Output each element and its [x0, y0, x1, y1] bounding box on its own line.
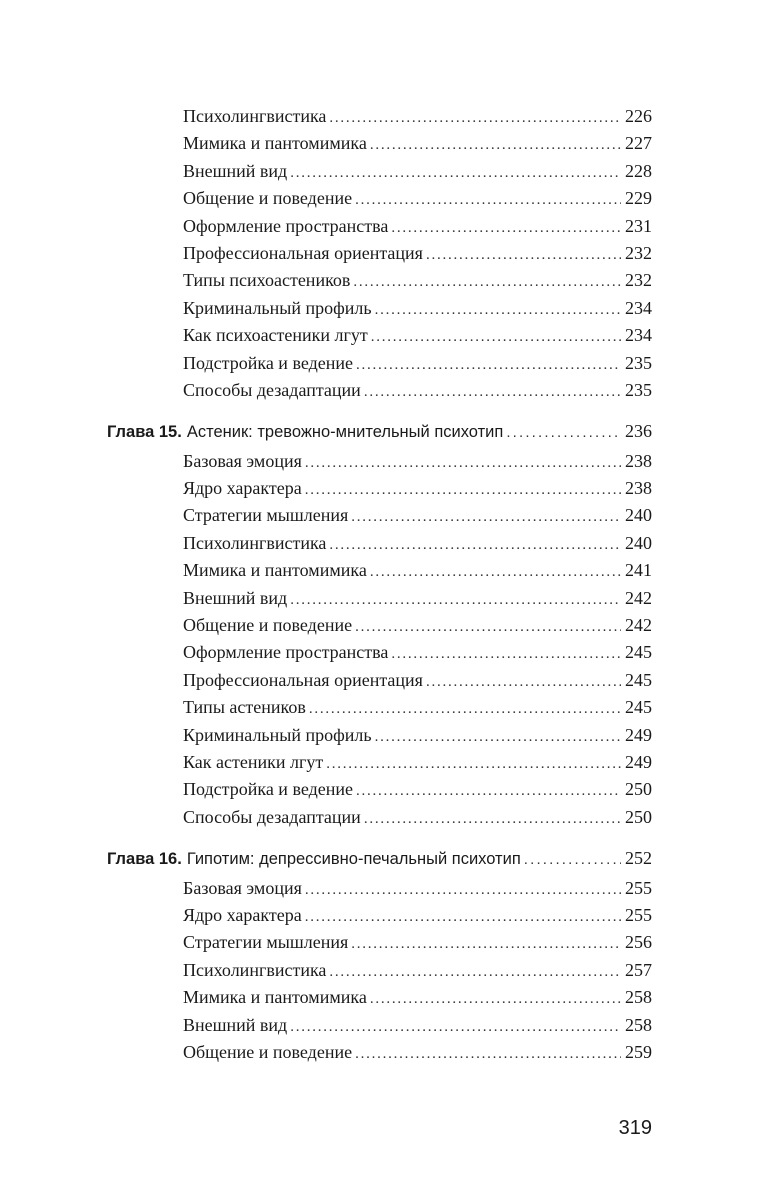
toc-entry — [107, 377, 652, 404]
toc-entry — [107, 804, 652, 831]
entry-page: 259 — [625, 1041, 652, 1062]
entry-title: Криминальный профиль — [183, 297, 372, 318]
entry-title: Психолингвистика — [183, 532, 327, 553]
leader-dots — [305, 904, 621, 931]
toc-entry — [107, 612, 652, 639]
leader-dots — [309, 696, 621, 723]
toc-entry — [107, 158, 652, 185]
entry-page: 235 — [625, 379, 652, 400]
toc-entry — [107, 875, 652, 902]
entry-title: Типы психоастеников — [183, 270, 351, 291]
toc-entry — [107, 295, 652, 322]
leader-dots — [426, 669, 621, 696]
entry-title: Типы астеников — [183, 697, 306, 718]
leader-dots — [329, 959, 621, 986]
toc-entry — [107, 776, 652, 803]
toc-entry — [107, 475, 652, 502]
entry-page: 238 — [625, 450, 652, 471]
entry-title: Внешний вид — [183, 160, 288, 181]
leader-dots — [355, 1041, 621, 1068]
entry-title: Подстройка и ведение — [183, 779, 353, 800]
leader-dots — [351, 931, 621, 958]
toc-section-c — [107, 875, 652, 1067]
toc-entry — [107, 639, 652, 666]
toc-entry — [107, 240, 652, 267]
leader-dots — [370, 132, 621, 159]
leader-dots — [305, 877, 621, 904]
toc-entry — [107, 1039, 652, 1066]
entry-title: Общение и поведение — [183, 188, 353, 209]
toc-entry — [107, 267, 652, 294]
leader-dots — [375, 297, 621, 324]
entry-title: Общение и поведение — [183, 615, 353, 636]
entry-title: Подстройка и ведение — [183, 352, 353, 373]
entry-page: 249 — [625, 724, 652, 745]
entry-title: Ядро характера — [183, 478, 302, 499]
entry-page: 238 — [625, 478, 652, 499]
chapter-title: Гипотим: депрессивно-печальный психотип — [186, 850, 521, 869]
entry-title: Внешний вид — [183, 587, 288, 608]
entry-page: 231 — [625, 215, 652, 236]
entry-page: 258 — [625, 1014, 652, 1035]
entry-page: 242 — [625, 587, 652, 608]
leader-dots — [364, 806, 621, 833]
toc-entry — [107, 103, 652, 130]
table-of-contents — [107, 103, 652, 1066]
leader-dots — [329, 105, 621, 132]
chapter-title: Астеник: тревожно-мнительный психотип — [186, 423, 504, 442]
toc-entry — [107, 502, 652, 529]
entry-title: Внешний вид — [183, 1014, 288, 1035]
entry-page: 258 — [625, 987, 652, 1008]
chapter-label: Глава 16. — [107, 850, 182, 869]
entry-title: Стратегии мышления — [183, 505, 349, 526]
leader-dots — [305, 477, 621, 504]
entry-page: 226 — [625, 106, 652, 126]
toc-entry — [107, 722, 652, 749]
leader-dots — [426, 242, 621, 269]
entry-title: Оформление пространства — [183, 215, 389, 236]
leader-dots — [524, 846, 621, 873]
toc-section-a — [107, 103, 652, 404]
toc-entry — [107, 557, 652, 584]
chapter-page: 236 — [625, 421, 652, 442]
toc-entry — [107, 530, 652, 557]
toc-entry — [107, 350, 652, 377]
leader-dots — [356, 778, 621, 805]
toc-entry — [107, 749, 652, 776]
toc-entry — [107, 694, 652, 721]
entry-title: Мимика и пантомимика — [183, 560, 367, 581]
entry-page: 227 — [625, 133, 652, 154]
leader-dots — [329, 532, 621, 559]
entry-title: Как психоастеники лгут — [183, 325, 368, 346]
entry-page: 229 — [625, 188, 652, 209]
chapter-page: 252 — [625, 848, 652, 869]
toc-entry — [107, 322, 652, 349]
entry-title: Как астеники лгут — [183, 751, 324, 772]
entry-page: 235 — [625, 352, 652, 373]
entry-title: Профессиональная ориентация — [183, 669, 423, 690]
toc-entry — [107, 185, 652, 212]
leader-dots — [391, 641, 621, 668]
entry-title: Способы дезадаптации — [183, 806, 361, 827]
entry-title: Мимика и пантомимика — [183, 987, 367, 1008]
entry-title: Профессиональная ориентация — [183, 242, 423, 263]
leader-dots — [290, 587, 621, 614]
leader-dots — [355, 187, 621, 214]
leader-dots — [391, 215, 621, 242]
leader-dots — [356, 352, 621, 379]
leader-dots — [353, 269, 621, 296]
entry-title: Способы дезадаптации — [183, 379, 361, 400]
leader-dots — [370, 986, 621, 1013]
entry-page: 241 — [625, 560, 652, 581]
toc-entry — [107, 667, 652, 694]
entry-page: 240 — [625, 505, 652, 526]
entry-title: Общение и поведение — [183, 1041, 353, 1062]
entry-title: Ядро характера — [183, 904, 302, 925]
entry-page: 255 — [625, 877, 652, 898]
toc-entry — [107, 213, 652, 240]
entry-page: 245 — [625, 697, 652, 718]
entry-page: 234 — [625, 325, 652, 346]
entry-page: 245 — [625, 669, 652, 690]
leader-dots — [290, 1014, 621, 1041]
leader-dots — [305, 450, 621, 477]
chapter-label: Глава 15. — [107, 423, 182, 442]
toc-entry — [107, 984, 652, 1011]
page-number: 319 — [618, 1117, 652, 1139]
leader-dots — [506, 419, 621, 446]
leader-dots — [364, 379, 621, 406]
entry-page: 228 — [625, 160, 652, 181]
toc-entry — [107, 929, 652, 956]
entry-title: Мимика и пантомимика — [183, 133, 367, 154]
chapter-heading-15 — [107, 418, 652, 445]
entry-title: Психолингвистика — [183, 959, 327, 980]
leader-dots — [326, 751, 621, 778]
chapter-heading-16 — [107, 845, 652, 872]
entry-page: 256 — [625, 932, 652, 953]
entry-title: Криминальный профиль — [183, 724, 372, 745]
entry-title: Базовая эмоция — [183, 877, 302, 898]
entry-page: 232 — [625, 270, 652, 291]
entry-page: 249 — [625, 751, 652, 772]
entry-page: 234 — [625, 297, 652, 318]
entry-page: 232 — [625, 242, 652, 263]
leader-dots — [375, 724, 621, 751]
entry-title: Оформление пространства — [183, 642, 389, 663]
entry-page: 242 — [625, 615, 652, 636]
toc-entry — [107, 957, 652, 984]
leader-dots — [351, 504, 621, 531]
leader-dots — [290, 160, 621, 187]
toc-entry — [107, 130, 652, 157]
entry-title: Психолингвистика — [183, 106, 327, 126]
toc-section-b — [107, 448, 652, 831]
toc-entry — [107, 585, 652, 612]
leader-dots — [371, 324, 621, 351]
entry-page: 257 — [625, 959, 652, 980]
entry-page: 240 — [625, 532, 652, 553]
toc-entry — [107, 1012, 652, 1039]
toc-entry — [107, 902, 652, 929]
leader-dots — [370, 559, 621, 586]
toc-entry — [107, 448, 652, 475]
entry-page: 250 — [625, 806, 652, 827]
leader-dots — [355, 614, 621, 641]
entry-title: Базовая эмоция — [183, 450, 302, 471]
entry-page: 250 — [625, 779, 652, 800]
entry-page: 245 — [625, 642, 652, 663]
entry-page: 255 — [625, 904, 652, 925]
entry-title: Стратегии мышления — [183, 932, 349, 953]
